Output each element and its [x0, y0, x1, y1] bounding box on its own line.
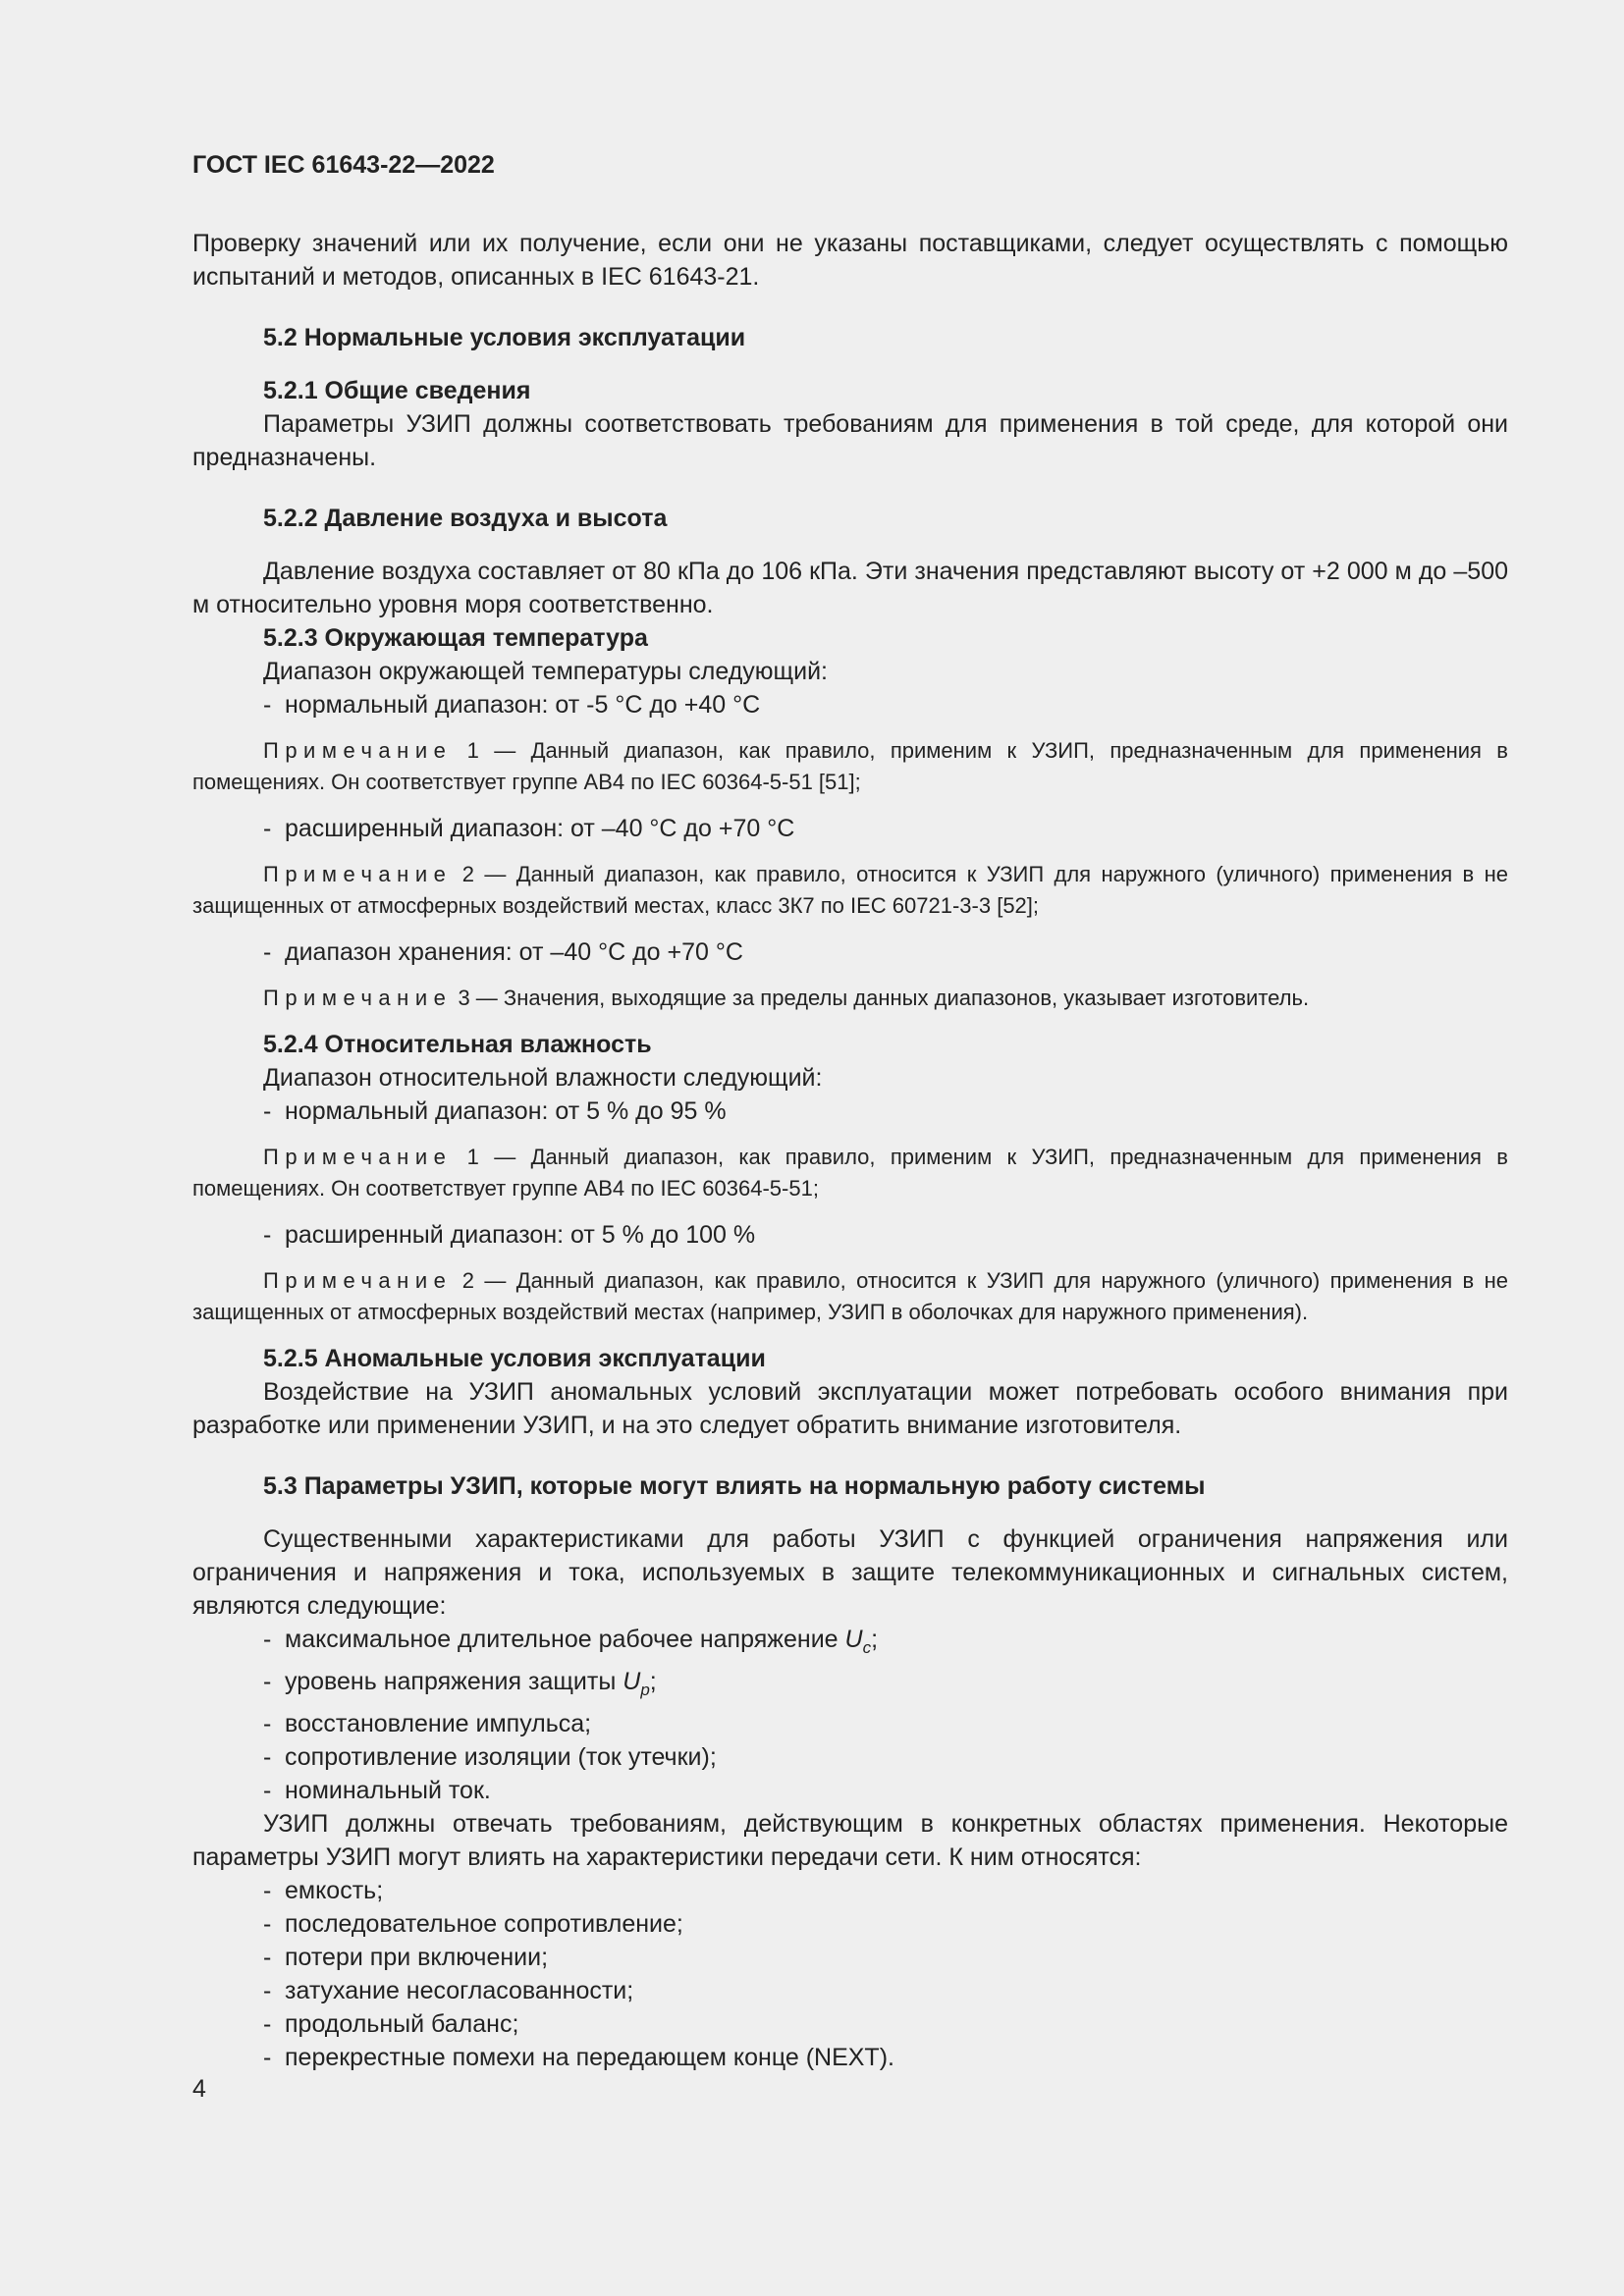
list-dash: - — [263, 1777, 272, 1804]
section-5-2-4-intro: Диапазон относительной влажности следующий: — [263, 1064, 823, 1092]
note — [192, 859, 1508, 922]
list-item-text: нормальный диапазон: от -5 °С до +40 °С — [285, 691, 761, 719]
list-dash: - — [263, 1710, 272, 1737]
list-dash: - — [263, 2010, 272, 2038]
note-text: 1 — Данный диапазон, как правило, применим к УЗИП, предназначенным для применения в помещениях. Он соответствует группе АВ4 по IEC 60364-5-51 [51]; — [192, 738, 1508, 794]
list-item — [192, 1774, 1508, 1807]
note — [192, 983, 1508, 1014]
list-item-text: восстановление импульса; — [285, 1710, 592, 1737]
note-text: 3 — Значения, выходящие за пределы данных диапазонов, указывает изготовитель. — [452, 986, 1310, 1010]
section-5-2-5-title: 5.2.5 Аномальные условия эксплуатации — [263, 1345, 766, 1372]
list-item — [192, 2041, 1508, 2074]
note-label: Примечание — [263, 862, 453, 886]
list-item — [192, 688, 1508, 721]
section-5-2-4-title: 5.2.4 Относительная влажность — [263, 1031, 652, 1058]
note-label: Примечание — [263, 1268, 453, 1293]
list-dash: - — [263, 1668, 272, 1695]
list-item — [192, 812, 1508, 845]
list-item-text: продольный баланс; — [285, 2010, 519, 2038]
list-dash: - — [263, 1877, 272, 1904]
list-item-text: потери при включении; — [285, 1944, 549, 1971]
list-item-text: сопротивление изоляции (ток утечки); — [285, 1743, 717, 1771]
intro-paragraph: Проверку значений или их получение, если они не указаны поставщиками, следует осуществлять с помощью испытаний и методов, описанных в IEC 61643-21. — [192, 230, 1508, 291]
list-dash: - — [263, 1944, 272, 1971]
list-item-text: затухание несогласованности; — [285, 1977, 634, 2004]
list-dash: - — [263, 1626, 272, 1653]
list-dash: - — [263, 1743, 272, 1771]
section-5-2-3-intro: Диапазон окружающей температуры следующий: — [263, 658, 828, 685]
list-item — [192, 1707, 1508, 1740]
section-5-2-5-text: Воздействие на УЗИП аномальных условий эксплуатации может потребовать особого внимания при разработке или применении УЗИП, и на это следует обратить внимание изготовителя. — [192, 1378, 1508, 1439]
section-5-2-2-text: Давление воздуха составляет от 80 кПа до 106 кПа. Эти значения представляют высоту от +2 000 м до –500 м относительно уровня моря соответственно. — [192, 558, 1508, 618]
symbol-uc: $U_c$ — [844, 1626, 872, 1657]
list-item-text: номинальный ток. — [285, 1777, 491, 1804]
list-dash: - — [263, 1097, 272, 1125]
list-dash: - — [263, 938, 272, 966]
list-item — [192, 1740, 1508, 1774]
section-5-2-title: 5.2 Нормальные условия эксплуатации — [263, 324, 746, 351]
note-text: 2 — Данный диапазон, как правило, относится к УЗИП для наружного (уличного) применения в не защищенных от атмосферных воздействий местах, класс 3К7 по IEC 60721-3-3 [52]; — [192, 862, 1508, 918]
list-item — [192, 935, 1508, 969]
list-item-text: последовательное сопротивление; — [285, 1910, 683, 1938]
section-5-3-text: Существенными характеристиками для работы УЗИП с функцией ограничения напряжения или ограничения и напряжения и тока, используемых в защите телекоммуникационных и сигнальных систем, являются следующие: — [192, 1525, 1508, 1620]
section-5-2-1-text: Параметры УЗИП должны соответствовать требованиям для применения в той среде, для которой они предназначены. — [192, 410, 1508, 471]
list-item — [192, 1974, 1508, 2007]
section-5-3-title: 5.3 Параметры УЗИП, которые могут влиять на нормальную работу системы — [263, 1472, 1206, 1500]
list-item — [192, 1095, 1508, 1128]
symbol-up: $U_p$ — [623, 1668, 650, 1699]
section-5-3-text2: УЗИП должны отвечать требованиям, действующим в конкретных областях применения. Некоторые параметры УЗИП могут влиять на характеристики передачи сети. К ним относятся: — [192, 1810, 1508, 1871]
list-item-text: уровень напряжения защиты — [285, 1668, 623, 1695]
list-item-text: нормальный диапазон: от 5 % до 95 % — [285, 1097, 727, 1125]
list-dash: - — [263, 2044, 272, 2071]
list-item-text: расширенный диапазон: от 5 % до 100 % — [285, 1221, 756, 1249]
note-label: Примечание — [263, 738, 453, 763]
list-item: - уровень напряжения защиты $U_p$; — [192, 1665, 1508, 1707]
list-item — [192, 1941, 1508, 1974]
list-item — [192, 1218, 1508, 1252]
list-dash: - — [263, 1910, 272, 1938]
document-header: ГОСТ IEC 61643-22—2022 — [192, 151, 495, 179]
list-item — [192, 1907, 1508, 1941]
list-item-text: расширенный диапазон: от –40 °С до +70 °С — [285, 815, 795, 842]
note — [192, 735, 1508, 798]
list-dash: - — [263, 1221, 272, 1249]
section-5-2-1-title: 5.2.1 Общие сведения — [263, 377, 531, 404]
note-label: Примечание — [263, 1145, 453, 1169]
list-item — [192, 1874, 1508, 1907]
section-5-2-3-title: 5.2.3 Окружающая температура — [263, 624, 648, 652]
list-item-text: перекрестные помехи на передающем конце (NEXT). — [285, 2044, 894, 2071]
note-text: 2 — Данный диапазон, как правило, относится к УЗИП для наружного (уличного) применения в не защищенных от атмосферных воздействий местах (например, УЗИП в оболочках для наружного применения). — [192, 1268, 1508, 1324]
list-dash: - — [263, 815, 272, 842]
list-item — [192, 2007, 1508, 2041]
note — [192, 1265, 1508, 1328]
note — [192, 1142, 1508, 1204]
section-5-2-2-title: 5.2.2 Давление воздуха и высота — [263, 505, 668, 532]
list-dash: - — [263, 1977, 272, 2004]
list-dash: - — [263, 691, 272, 719]
note-text: 1 — Данный диапазон, как правило, применим к УЗИП, предназначенным для применения в помещениях. Он соответствует группе АВ4 по IEC 60364-5-51; — [192, 1145, 1508, 1201]
list-item: - максимальное длительное рабочее напряжение $U_c$; — [192, 1623, 1508, 1665]
list-item-text: максимальное длительное рабочее напряжение — [285, 1626, 845, 1653]
list-item-text: емкость; — [285, 1877, 384, 1904]
list-item-text: диапазон хранения: от –40 °С до +70 °С — [285, 938, 743, 966]
page-number: 4 — [192, 2075, 206, 2103]
note-label: Примечание — [263, 986, 453, 1010]
